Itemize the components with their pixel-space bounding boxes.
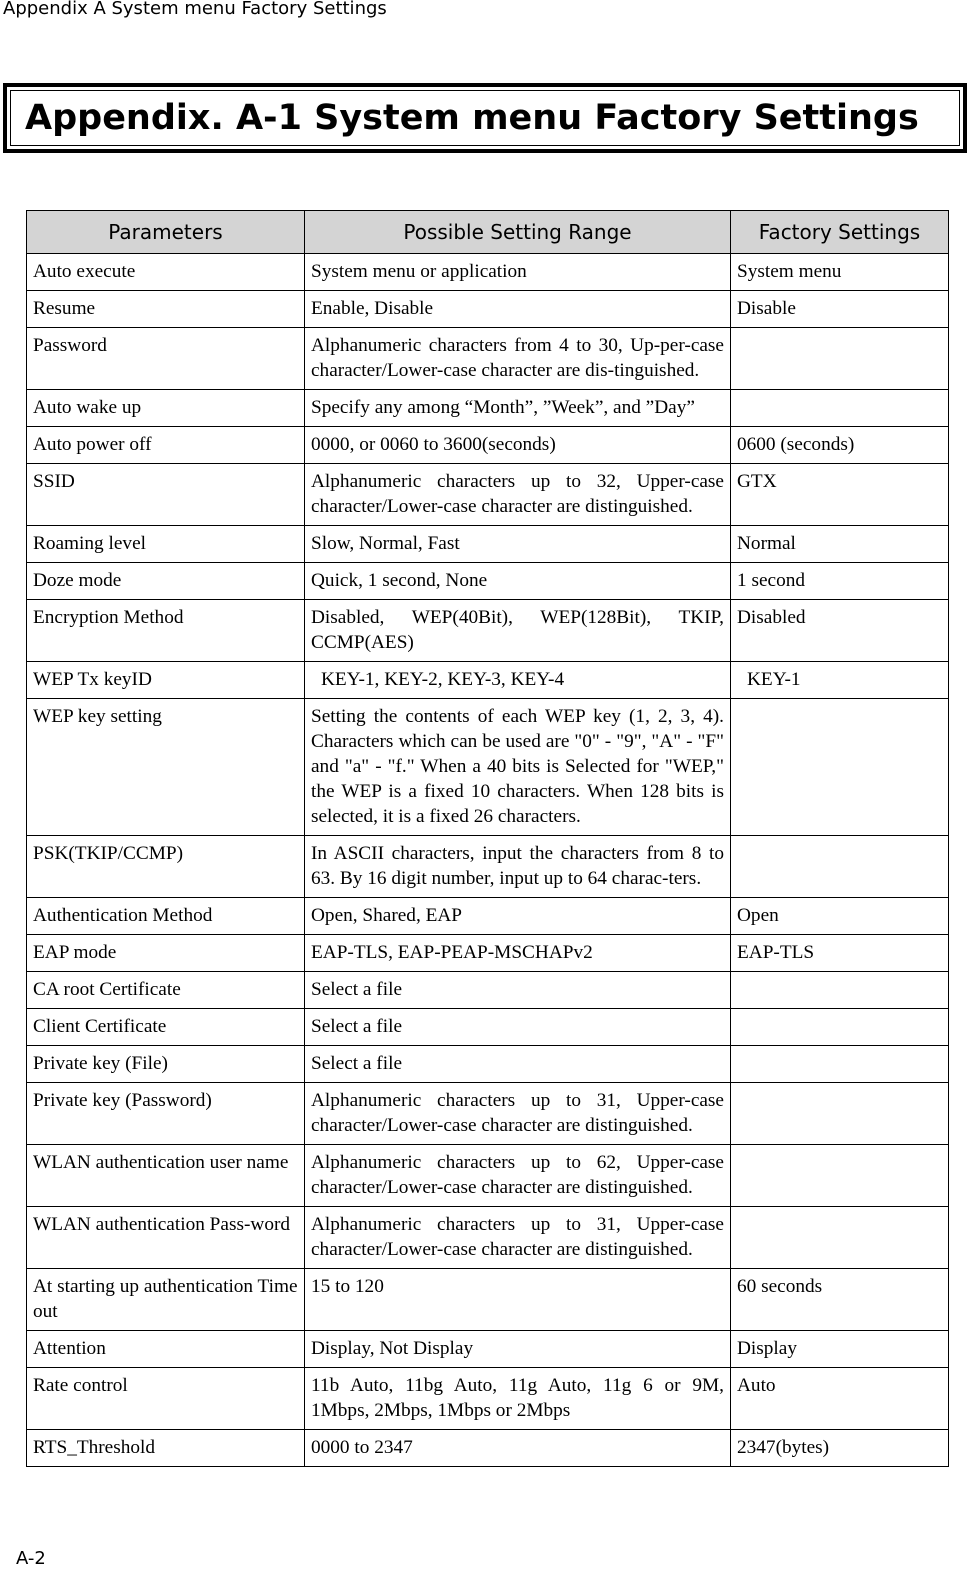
table-row: [27, 328, 949, 390]
table-row: [27, 1145, 949, 1207]
factory-cell: 2347(bytes): [731, 1430, 949, 1467]
factory-cell: [731, 972, 949, 1009]
factory-cell: [731, 1145, 949, 1207]
parameter-cell: Client Certificate: [27, 1009, 305, 1046]
section-title-inner-border: [10, 90, 960, 146]
range-cell: 0000 to 2347: [305, 1430, 731, 1467]
factory-cell: [731, 836, 949, 898]
table-row: [27, 1331, 949, 1368]
factory-cell: [731, 1046, 949, 1083]
column-header-factory: Factory Settings: [731, 211, 949, 254]
table-row: [27, 526, 949, 563]
table-row: [27, 563, 949, 600]
factory-cell: Display: [731, 1331, 949, 1368]
table-row: [27, 1430, 949, 1467]
factory-cell: Disable: [731, 291, 949, 328]
table-header-row: [27, 211, 949, 254]
factory-cell: EAP-TLS: [731, 935, 949, 972]
table-row: [27, 836, 949, 898]
parameter-cell: Password: [27, 328, 305, 390]
factory-cell: Normal: [731, 526, 949, 563]
factory-cell: [731, 1083, 949, 1145]
table-row: [27, 390, 949, 427]
factory-cell: [731, 699, 949, 836]
parameter-cell: RTS_Threshold: [27, 1430, 305, 1467]
section-title: Appendix. A-1 System menu Factory Settings: [25, 98, 919, 138]
range-cell: Alphanumeric characters up to 31, Upper-case character/Lower-case character are distinguished.: [305, 1207, 731, 1269]
range-cell: Setting the contents of each WEP key (1, 2, 3, 4). Characters which can be used are "0" - "9", "A" - "F" and "a" - "f." When a 40 bits is Selected for "WEP," the WEP is a fixed 10 characters. When 128 bits is selected, it is a fixed 26 characters.: [305, 699, 731, 836]
parameter-cell: Rate control: [27, 1368, 305, 1430]
parameter-cell: EAP mode: [27, 935, 305, 972]
table-row: [27, 1269, 949, 1331]
factory-cell: Open: [731, 898, 949, 935]
factory-cell: KEY-1: [731, 662, 949, 699]
parameter-cell: Private key (Password): [27, 1083, 305, 1145]
parameter-cell: Auto execute: [27, 254, 305, 291]
table-row: [27, 254, 949, 291]
parameter-cell: Attention: [27, 1331, 305, 1368]
parameter-cell: CA root Certificate: [27, 972, 305, 1009]
range-cell: Slow, Normal, Fast: [305, 526, 731, 563]
table-row: [27, 935, 949, 972]
range-cell: EAP-TLS, EAP-PEAP-MSCHAPv2: [305, 935, 731, 972]
range-cell: 11b Auto, 11bg Auto, 11g Auto, 11g 6 or 9M, 1Mbps, 2Mbps, 1Mbps or 2Mbps: [305, 1368, 731, 1430]
parameter-cell: WEP Tx keyID: [27, 662, 305, 699]
table-row: [27, 427, 949, 464]
parameter-cell: Auto power off: [27, 427, 305, 464]
range-cell: Display, Not Display: [305, 1331, 731, 1368]
range-cell: Open, Shared, EAP: [305, 898, 731, 935]
running-header: Appendix A System menu Factory Settings: [3, 0, 387, 19]
range-cell: System menu or application: [305, 254, 731, 291]
parameter-cell: Resume: [27, 291, 305, 328]
factory-settings-table: [26, 210, 949, 1467]
table-row: [27, 662, 949, 699]
parameter-cell: Authentication Method: [27, 898, 305, 935]
table-row: [27, 464, 949, 526]
range-cell: Select a file: [305, 1046, 731, 1083]
table-row: [27, 898, 949, 935]
range-cell: Select a file: [305, 1009, 731, 1046]
range-cell: 0000, or 0060 to 3600(seconds): [305, 427, 731, 464]
range-cell: Enable, Disable: [305, 291, 731, 328]
factory-cell: [731, 390, 949, 427]
range-cell: Quick, 1 second, None: [305, 563, 731, 600]
table-row: [27, 699, 949, 836]
parameter-cell: WEP key setting: [27, 699, 305, 836]
parameter-cell: PSK(TKIP/CCMP): [27, 836, 305, 898]
table-row: [27, 1368, 949, 1430]
table-row: [27, 1009, 949, 1046]
table-row: [27, 600, 949, 662]
parameter-cell: WLAN authentication Pass-word: [27, 1207, 305, 1269]
parameter-cell: Roaming level: [27, 526, 305, 563]
factory-cell: [731, 1207, 949, 1269]
table-row: [27, 1046, 949, 1083]
factory-cell: 0600 (seconds): [731, 427, 949, 464]
range-cell: Alphanumeric characters up to 31, Upper-case character/Lower-case character are distinguished.: [305, 1083, 731, 1145]
parameter-cell: WLAN authentication user name: [27, 1145, 305, 1207]
range-cell: 15 to 120: [305, 1269, 731, 1331]
range-cell: Select a file: [305, 972, 731, 1009]
factory-cell: [731, 1009, 949, 1046]
parameter-cell: Doze mode: [27, 563, 305, 600]
range-cell: Alphanumeric characters up to 32, Upper-case character/Lower-case character are distinguished.: [305, 464, 731, 526]
factory-cell: Auto: [731, 1368, 949, 1430]
range-cell: KEY-1, KEY-2, KEY-3, KEY-4: [305, 662, 731, 699]
range-cell: Specify any among “Month”, ”Week”, and ”Day”: [305, 390, 731, 427]
table-row: [27, 1207, 949, 1269]
range-cell: In ASCII characters, input the characters from 8 to 63. By 16 digit number, input up to 64 charac-ters.: [305, 836, 731, 898]
parameter-cell: Private key (File): [27, 1046, 305, 1083]
factory-cell: 60 seconds: [731, 1269, 949, 1331]
page-number: A-2: [16, 1548, 46, 1569]
factory-cell: Disabled: [731, 600, 949, 662]
parameter-cell: At starting up authentication Time out: [27, 1269, 305, 1331]
factory-cell: 1 second: [731, 563, 949, 600]
column-header-range: Possible Setting Range: [305, 211, 731, 254]
range-cell: Alphanumeric characters from 4 to 30, Up-per-case character/Lower-case character are dis-tinguished.: [305, 328, 731, 390]
parameter-cell: Auto wake up: [27, 390, 305, 427]
range-cell: Disabled, WEP(40Bit), WEP(128Bit), TKIP, CCMP(AES): [305, 600, 731, 662]
range-cell: Alphanumeric characters up to 62, Upper-case character/Lower-case character are distinguished.: [305, 1145, 731, 1207]
column-header-parameters: Parameters: [27, 211, 305, 254]
table-row: [27, 1083, 949, 1145]
parameter-cell: SSID: [27, 464, 305, 526]
table-row: [27, 972, 949, 1009]
factory-cell: GTX: [731, 464, 949, 526]
table-row: [27, 291, 949, 328]
factory-cell: System menu: [731, 254, 949, 291]
parameter-cell: Encryption Method: [27, 600, 305, 662]
section-title-box: [3, 83, 967, 153]
factory-cell: [731, 328, 949, 390]
